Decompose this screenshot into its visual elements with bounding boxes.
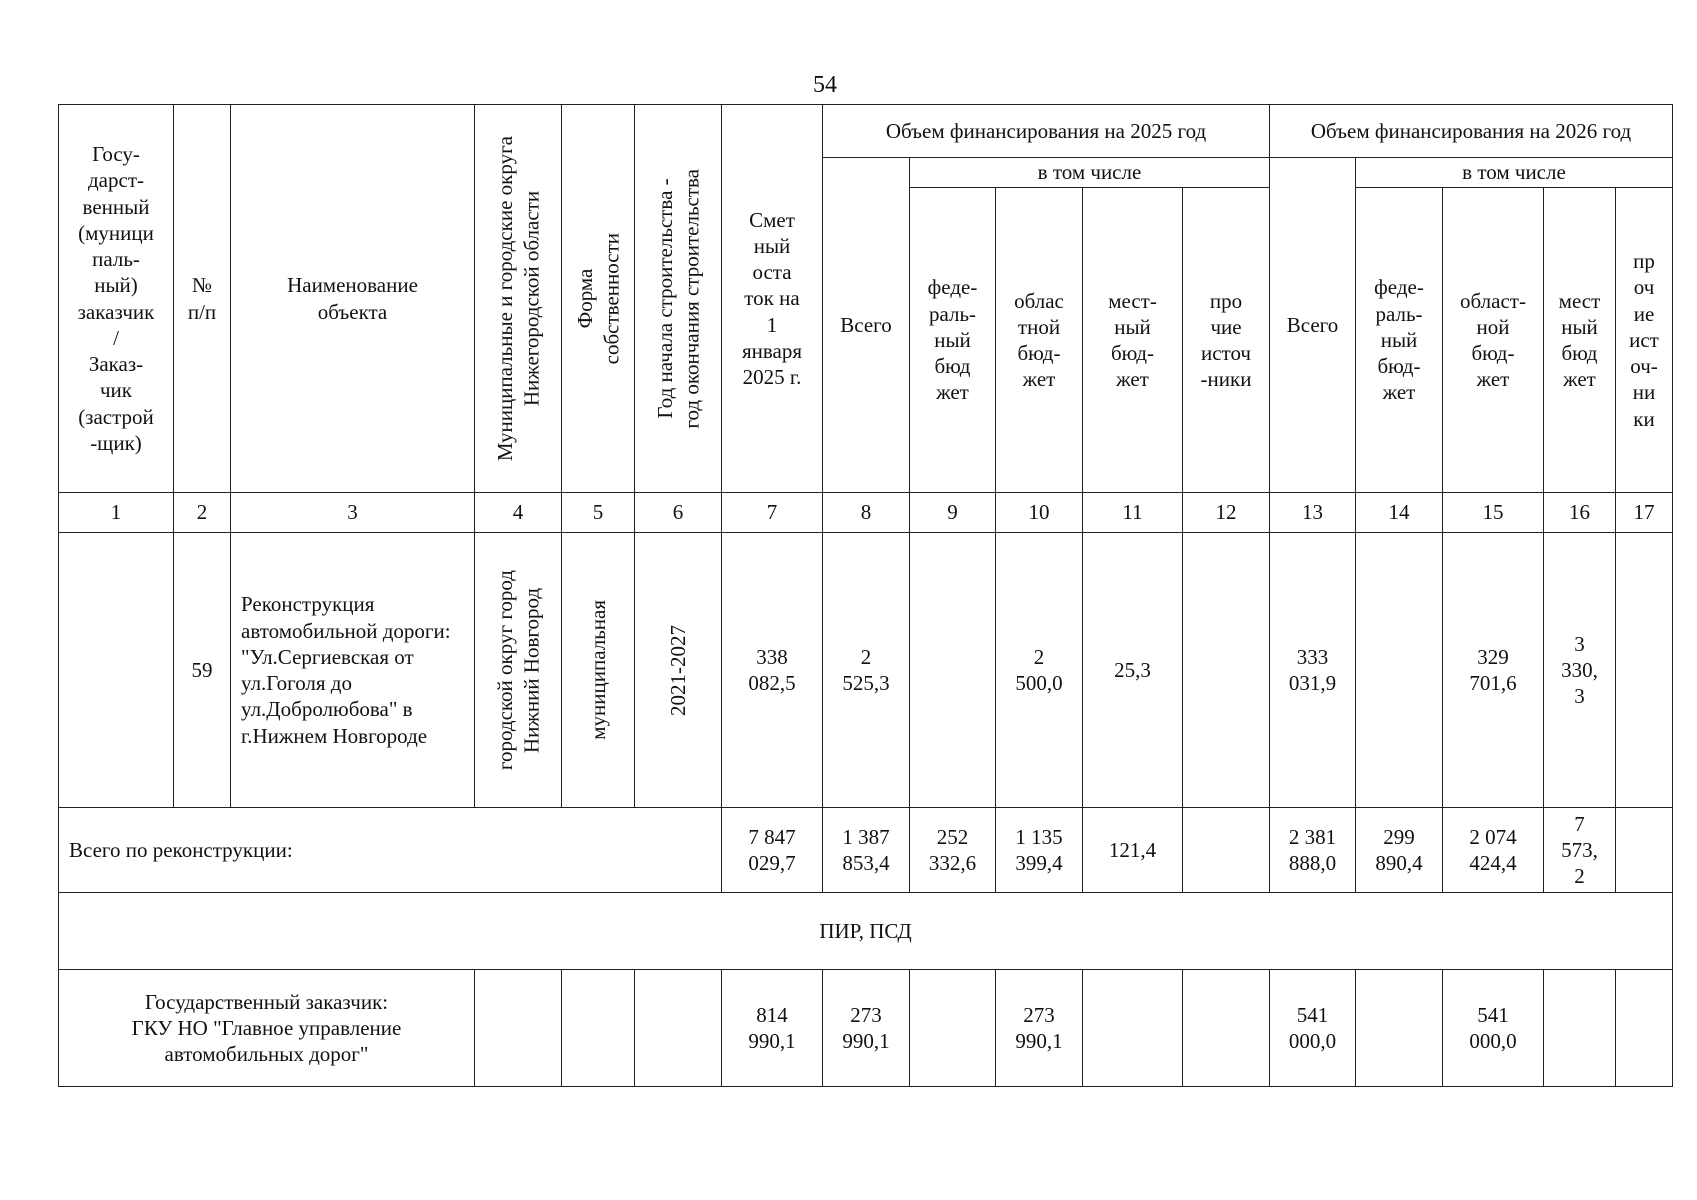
total-loc-2025: 121,4 xyxy=(1083,808,1183,893)
column-number: 5 xyxy=(562,493,635,533)
total-2026: 2 381 888,0 xyxy=(1270,808,1356,893)
total-fed-2025: 252 332,6 xyxy=(910,808,996,893)
sc-loc-2026 xyxy=(1544,970,1616,1087)
header-total-2026: Всего xyxy=(1270,158,1356,493)
row-total-2026: 333 031,9 xyxy=(1270,533,1356,808)
sc-reg-2025: 273 990,1 xyxy=(996,970,1083,1087)
sc-reg-2026: 541 000,0 xyxy=(1443,970,1544,1087)
row-loc-2025: 25,3 xyxy=(1083,533,1183,808)
state-customer-label: Государственный заказчик: ГКУ НО "Главное управление автомобильных дорог" xyxy=(59,970,475,1087)
row-years: 2021-2027 xyxy=(635,533,722,808)
sc-fed-2025 xyxy=(910,970,996,1087)
sc-total-2026: 541 000,0 xyxy=(1270,970,1356,1087)
header-oth-2025: про чие источ -ники xyxy=(1183,188,1270,493)
total-row xyxy=(59,808,1673,893)
column-number: 17 xyxy=(1616,493,1673,533)
total-loc-2026: 7 573, 2 xyxy=(1544,808,1616,893)
column-number: 8 xyxy=(823,493,910,533)
sc-total-2025: 273 990,1 xyxy=(823,970,910,1087)
sc-loc-2025 xyxy=(1083,970,1183,1087)
row-balance: 338 082,5 xyxy=(722,533,823,808)
row-fed-2025 xyxy=(910,533,996,808)
total-oth-2025 xyxy=(1183,808,1270,893)
row-reg-2026: 329 701,6 xyxy=(1443,533,1544,808)
column-number: 7 xyxy=(722,493,823,533)
total-2025: 1 387 853,4 xyxy=(823,808,910,893)
state-customer-row xyxy=(59,970,1673,1087)
header-object-name: Наименование объекта xyxy=(231,105,475,493)
header-ownership: Форма собственности xyxy=(562,105,635,493)
row-oth-2026 xyxy=(1616,533,1673,808)
row-total-2025: 2 525,3 xyxy=(823,533,910,808)
header-num: № п/п xyxy=(174,105,231,493)
page-number: 54 xyxy=(813,72,837,98)
total-fed-2026: 299 890,4 xyxy=(1356,808,1443,893)
total-oth-2026 xyxy=(1616,808,1673,893)
table-row xyxy=(59,533,1673,808)
financing-table xyxy=(58,104,1673,1087)
header-municipality: Муниципальные и городские округа Нижегородской области xyxy=(475,105,562,493)
row-object-name: Реконструкция автомобильной дороги: "Ул.Сергиевская от ул.Гоголя до ул.Добролюбова" в г.Нижнем Новгороде xyxy=(231,533,475,808)
column-number: 9 xyxy=(910,493,996,533)
row-oth-2025 xyxy=(1183,533,1270,808)
sc-fed-2026 xyxy=(1356,970,1443,1087)
column-number: 16 xyxy=(1544,493,1616,533)
header-oth-2026: пр оч ие ист оч- ни ки xyxy=(1616,188,1673,493)
column-number: 15 xyxy=(1443,493,1544,533)
column-number: 10 xyxy=(996,493,1083,533)
column-number: 14 xyxy=(1356,493,1443,533)
row-ownership: муниципальная xyxy=(562,533,635,808)
row-fed-2026 xyxy=(1356,533,1443,808)
header-fed-2026: феде- раль- ный бюд- жет xyxy=(1356,188,1443,493)
header-balance: Смет ный оста ток на 1 января 2025 г. xyxy=(722,105,823,493)
column-number: 3 xyxy=(231,493,475,533)
row-loc-2026: 3 330, 3 xyxy=(1544,533,1616,808)
sc-municipality xyxy=(475,970,562,1087)
total-reg-2026: 2 074 424,4 xyxy=(1443,808,1544,893)
header-reg-2026: област- ной бюд- жет xyxy=(1443,188,1544,493)
total-reg-2025: 1 135 399,4 xyxy=(996,808,1083,893)
header-reg-2025: облас тной бюд- жет xyxy=(996,188,1083,493)
row-reg-2025: 2 500,0 xyxy=(996,533,1083,808)
row-municipality: городской округ город Нижний Новгород xyxy=(475,533,562,808)
column-number: 11 xyxy=(1083,493,1183,533)
column-number: 2 xyxy=(174,493,231,533)
sc-oth-2026 xyxy=(1616,970,1673,1087)
total-label: Всего по реконструкции: xyxy=(59,808,722,893)
column-number: 12 xyxy=(1183,493,1270,533)
sc-ownership xyxy=(562,970,635,1087)
column-number-row xyxy=(59,493,1673,533)
row-customer xyxy=(59,533,174,808)
header-loc-2026: мест ный бюд жет xyxy=(1544,188,1616,493)
total-balance: 7 847 029,7 xyxy=(722,808,823,893)
header-fed-2025: феде- раль- ный бюд жет xyxy=(910,188,996,493)
section-title: ПИР, ПСД xyxy=(59,893,1673,970)
column-number: 4 xyxy=(475,493,562,533)
sc-balance: 814 990,1 xyxy=(722,970,823,1087)
header-customer: Госу- дарст- венный (муници паль- ный) заказчик / Заказ- чик (застрой -щик) xyxy=(59,105,174,493)
header-fin-2026: Объем финансирования на 2026 год xyxy=(1270,105,1673,158)
column-number: 6 xyxy=(635,493,722,533)
header-incl-2026: в том числе xyxy=(1356,158,1673,188)
sc-years xyxy=(635,970,722,1087)
header-loc-2025: мест- ный бюд- жет xyxy=(1083,188,1183,493)
header-fin-2025: Объем финансирования на 2025 год xyxy=(823,105,1270,158)
column-number: 13 xyxy=(1270,493,1356,533)
sc-oth-2025 xyxy=(1183,970,1270,1087)
header-total-2025: Всего xyxy=(823,158,910,493)
header-years: Год начала строительства - год окончания строительства xyxy=(635,105,722,493)
header-incl-2025: в том числе xyxy=(910,158,1270,188)
column-number: 1 xyxy=(59,493,174,533)
row-num: 59 xyxy=(174,533,231,808)
